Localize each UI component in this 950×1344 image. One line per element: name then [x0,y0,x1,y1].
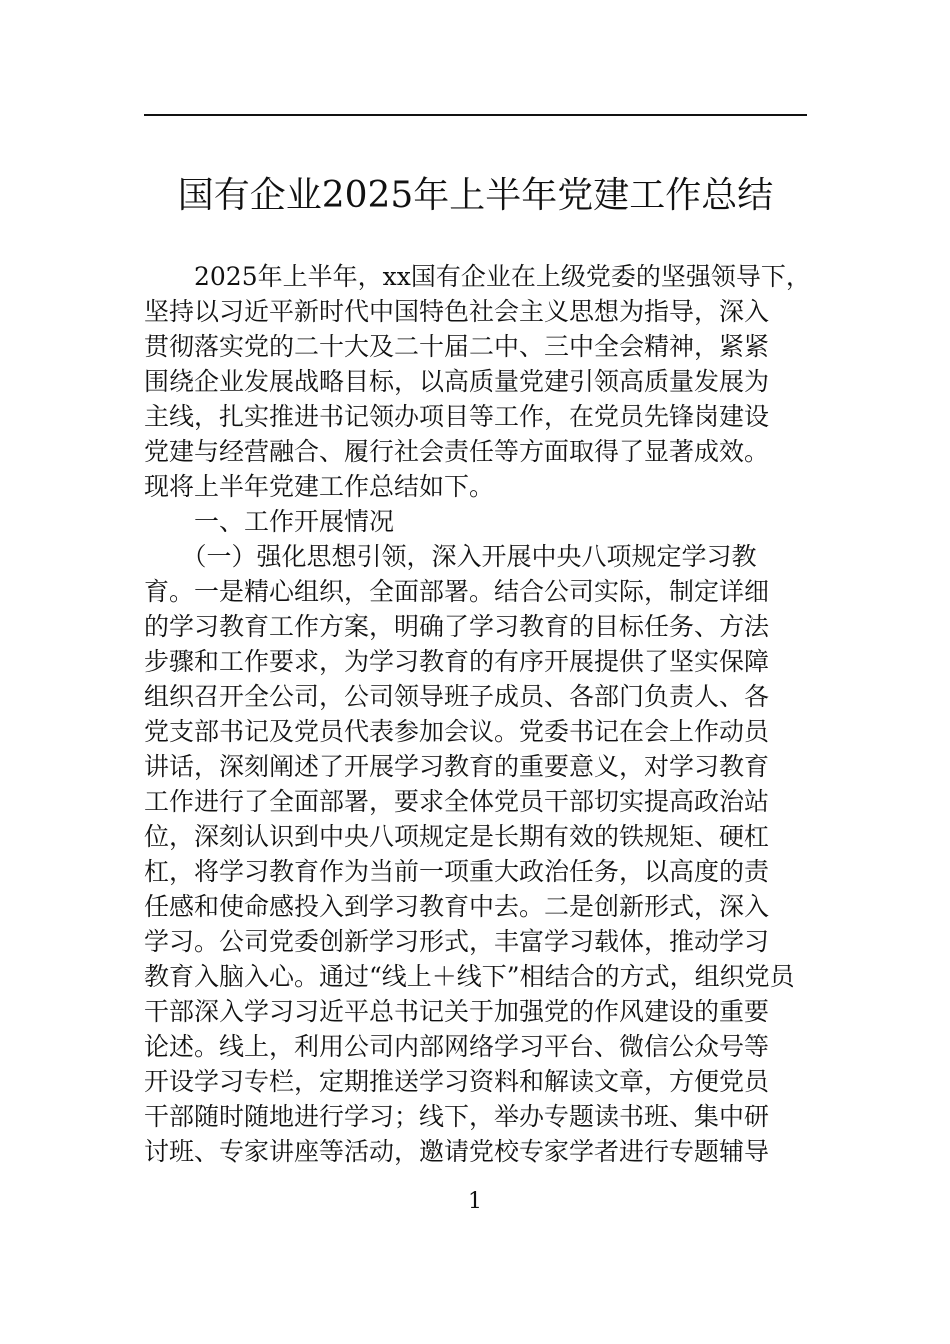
body-line: 论述。线上，利用公司内部网络学习平台、微信公众号等 [144,1032,770,1061]
body-line: 党支部书记及党员代表参加会议。党委书记在会上作动员 [144,717,770,746]
body-line: 讲话，深刻阐述了开展学习教育的重要意义，对学习教育 [144,752,770,781]
body-line: 育。一是精心组织，全面部署。结合公司实际，制定详细 [144,577,770,606]
body-line: 党建与经营融合、履行社会责任等方面取得了显著成效。 [144,437,770,466]
body-line: 工作进行了全面部署，要求全体党员干部切实提高政治站 [144,787,770,816]
body-line: （一）强化思想引领，深入开展中央八项规定学习教 [144,542,757,571]
body-line: 杠，将学习教育作为当前一项重大政治任务，以高度的责 [144,857,770,886]
body-line: 主线，扎实推进书记领办项目等工作，在党员先锋岗建设 [144,402,770,431]
body-line: 坚持以习近平新时代中国特色社会主义思想为指导，深入 [144,297,770,326]
body-line: 位，深刻认识到中央八项规定是长期有效的铁规矩、硬杠 [144,822,770,851]
header-rule [144,114,807,116]
body-line: 步骤和工作要求，为学习教育的有序开展提供了坚实保障 [144,647,770,676]
document-body [144,259,824,1169]
body-line: 现将上半年党建工作总结如下。 [144,472,495,501]
body-line: 开设学习专栏，定期推送学习资料和解读文章，方便党员 [144,1067,770,1096]
body-line: 组织召开全公司，公司领导班子成员、各部门负责人、各 [144,682,770,711]
document-title: 国有企业2025年上半年党建工作总结 [177,175,774,216]
body-line: 贯彻落实党的二十大及二十届二中、三中全会精神，紧紧 [144,332,770,361]
body-line: 干部随时随地进行学习；线下，举办专题读书班、集中研 [144,1102,770,1131]
body-line: 学习。公司党委创新学习形式，丰富学习载体，推动学习 [144,927,770,956]
section-heading: 一、工作开展情况 [144,507,395,536]
body-line: 教育入脑入心。通过“线上＋线下”相结合的方式，组织党员 [144,962,795,991]
body-line: 任感和使命感投入到学习教育中去。二是创新形式，深入 [144,892,770,921]
body-line: 讨班、专家讲座等活动，邀请党校专家学者进行专题辅导 [144,1137,770,1166]
body-line: 2025年上半年，xx国有企业在上级党委的坚强领导下， [144,262,811,291]
page-number: 1 [468,1189,482,1214]
body-line: 干部深入学习习近平总书记关于加强党的作风建设的重要 [144,997,770,1026]
body-line: 的学习教育工作方案，明确了学习教育的目标任务、方法 [144,612,770,641]
body-line: 围绕企业发展战略目标，以高质量党建引领高质量发展为 [144,367,770,396]
